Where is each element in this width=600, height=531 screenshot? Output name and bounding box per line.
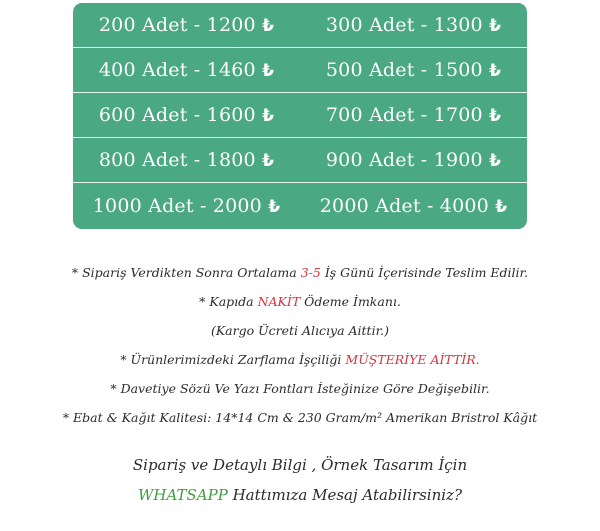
price-cell (300, 195, 527, 217)
price-cell (73, 14, 300, 36)
price-row (73, 184, 527, 228)
lira-icon: ₺ (489, 106, 502, 126)
price-text: 600 Adet - 1600 (98, 104, 256, 126)
payment-note-text-end: Ödeme İmkanı. (300, 294, 401, 309)
fonts-note: * Davetiye Sözü Ve Yazı Fontları İsteğinize Göre Değişebilir. (110, 381, 490, 396)
price-row (73, 138, 527, 183)
price-cell (73, 149, 300, 171)
delivery-note-text: * Sipariş Verdikten Sonra Ortalama (71, 265, 301, 280)
price-row (73, 93, 527, 138)
lira-icon: ₺ (489, 61, 502, 81)
price-cell (73, 104, 300, 126)
lira-icon: ₺ (489, 151, 502, 171)
price-text: 700 Adet - 1700 (325, 104, 483, 126)
price-cell (300, 104, 527, 126)
customer-responsibility-highlight: MÜŞTERİYE AİTTİR. (345, 352, 480, 367)
price-cell (300, 59, 527, 81)
price-text: 800 Adet - 1800 (98, 149, 256, 171)
whatsapp-highlight: WHATSAPP (138, 486, 228, 504)
lira-icon: ₺ (495, 197, 508, 217)
lira-icon: ₺ (262, 106, 275, 126)
price-row (73, 3, 527, 48)
price-text: 1000 Adet - 2000 (92, 195, 262, 217)
lira-icon: ₺ (268, 197, 281, 217)
cash-highlight: NAKİT (257, 294, 301, 309)
lira-icon: ₺ (489, 16, 502, 36)
closing-section (0, 450, 600, 510)
price-text: 200 Adet - 1200 (98, 14, 256, 36)
price-text: 500 Adet - 1500 (325, 59, 483, 81)
lira-icon: ₺ (262, 61, 275, 81)
payment-note (0, 287, 600, 316)
delivery-days-highlight: 3-5 (300, 265, 321, 280)
price-table (73, 3, 527, 229)
lira-icon: ₺ (262, 151, 275, 171)
shipping-note: (Kargo Ücreti Alıcıya Aittir.) (210, 323, 390, 338)
closing-line-1: Sipariş ve Detaylı Bilgi , Örnek Tasarım İçin (132, 456, 468, 474)
price-cell (73, 195, 300, 217)
delivery-note (0, 258, 600, 287)
price-text: 400 Adet - 1460 (98, 59, 256, 81)
envelope-note (0, 345, 600, 374)
price-cell (73, 59, 300, 81)
price-cell (300, 149, 527, 171)
closing-line-2 (0, 480, 600, 510)
price-text: 2000 Adet - 4000 (319, 195, 489, 217)
price-cell (300, 14, 527, 36)
notes-section (0, 258, 600, 432)
delivery-note-text-end: İş Günü İçerisinde Teslim Edilir. (320, 265, 529, 280)
price-row (73, 48, 527, 93)
closing-line-2-text: Hattımıza Mesaj Atabilirsiniz? (227, 486, 462, 504)
size-paper-note: * Ebat & Kağıt Kalitesi: 14*14 Cm & 230 Gram/m² Amerikan Bristrol Kâğıt (62, 410, 538, 425)
envelope-note-text: * Ürünlerimizdeki Zarflama İşçiliği (120, 352, 346, 367)
payment-note-text: * Kapıda (199, 294, 258, 309)
price-text: 900 Adet - 1900 (325, 149, 483, 171)
price-text: 300 Adet - 1300 (325, 14, 483, 36)
lira-icon: ₺ (262, 16, 275, 36)
